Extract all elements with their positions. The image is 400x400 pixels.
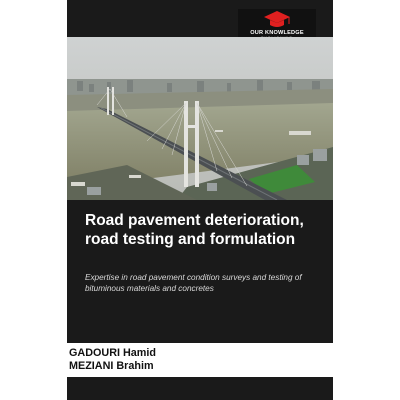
book-cover: [67, 0, 333, 400]
author-band: [67, 343, 333, 377]
cover-photo: [67, 37, 333, 200]
author-name: GADOURI Hamid: [69, 347, 156, 359]
publisher-name: OUR KNOWLEDGE: [250, 30, 304, 36]
book-title: Road pavement deterioration, road testing and formulation: [85, 212, 304, 248]
author-name: MEZIANI Brahim: [69, 360, 154, 372]
book-subtitle: Expertise in road pavement condition surveys and testing of bituminous materials and concretes: [85, 273, 302, 293]
graduation-cap-icon: [262, 9, 292, 29]
